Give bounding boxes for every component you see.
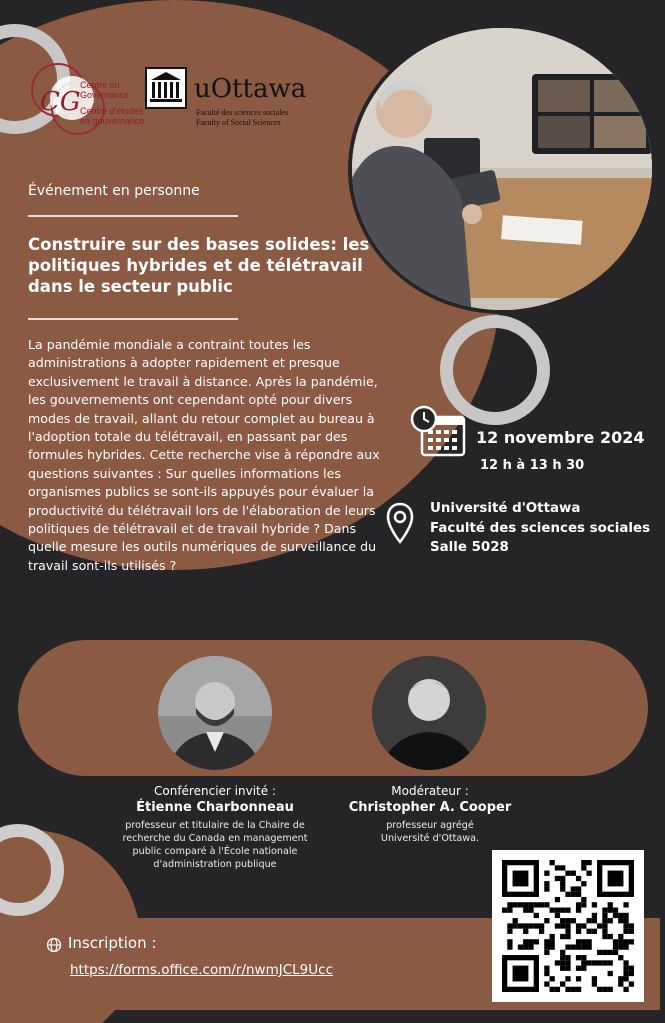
qr-code-icon (502, 860, 634, 992)
speaker2-name: Christopher A. Cooper (348, 800, 512, 815)
hybrid-meeting-photo (348, 24, 656, 314)
event-date: 12 novembre 2024 (476, 428, 645, 447)
cg-line2: Governance (80, 90, 130, 100)
speaker2-role: Modérateur : (391, 784, 469, 798)
speaker2-description-line1: professeur agrégé (386, 820, 474, 831)
event-description: La pandémie mondiale a contraint toutes les administrations à adopter rapidement et presque exclusivement le travail à distance. Après la pandémie, les gouvernements ont cependant opté pour divers modes de travail, allant du retour complet au bureau à l'adoption totale du télétravail, en passant par des formules hybrides. Cette recherche vise à répondre aux questions suivantes : Sur quelles informations les organismes publics se sont-ils appuyés pour évaluer la productivité du télétravail lors de l'élaboration de leurs politiques de télétravail et de travail hybride ? Dans quelle mesure les outils numériques de surveillance du travail sont-ils utilisés ? (28, 337, 380, 573)
globe-icon (46, 937, 62, 953)
speaker1-name: Étienne Charbonneau (136, 800, 294, 815)
speaker1-description: professeur et titulaire de la Chaire de recherche du Canada en management public comparé à l'École nationale d'administration publique (122, 820, 308, 870)
speaker2-description-line2: Université d'Ottawa. (380, 833, 480, 844)
registration-link[interactable]: https://forms.office.com/r/nwmJCL9Ucc (70, 962, 333, 978)
speaker2-photo (372, 656, 486, 770)
event-time: 12 h à 13 h 30 (480, 458, 585, 473)
speaker1-role: Conférencier invité : (154, 784, 276, 798)
event-venue (430, 499, 650, 558)
venue-line1: Université d'Ottawa (430, 501, 581, 516)
calendar-clock-icon (410, 405, 466, 457)
divider-bottom (28, 318, 238, 320)
speaker1-block (110, 784, 320, 871)
qr-code[interactable] (492, 850, 644, 1002)
registration-label: Inscription : (68, 934, 157, 952)
speaker2-block (330, 784, 530, 845)
svg-text:CG: CG (40, 87, 81, 117)
faculty-fr-label: Faculté des sciences sociales (196, 108, 289, 117)
venue-line3: Salle 5028 (430, 540, 509, 555)
divider-top (28, 215, 238, 217)
venue-line2: Faculté des sciences sociales (430, 520, 651, 536)
cg-line1: Centre on (80, 80, 120, 90)
speaker1-photo (158, 656, 272, 770)
faculty-en-label: Faculty of Social Sciences (196, 118, 281, 127)
event-headline: Construire sur des bases solides: les politiques hybrides et de télétravail dans le secteur public (28, 235, 370, 296)
logo-banner (30, 62, 330, 146)
logo-text-layer (30, 62, 330, 146)
cg-line3: Centre d'études (80, 106, 144, 116)
meeting-scene-icon (352, 28, 656, 314)
location-pin-icon (386, 502, 414, 546)
cg-line4: en gouvernance (80, 116, 145, 126)
speakers-pill (18, 640, 648, 776)
event-type-label: Événement en personne (28, 183, 200, 199)
uottawa-wordmark: uOttawa (194, 74, 307, 104)
